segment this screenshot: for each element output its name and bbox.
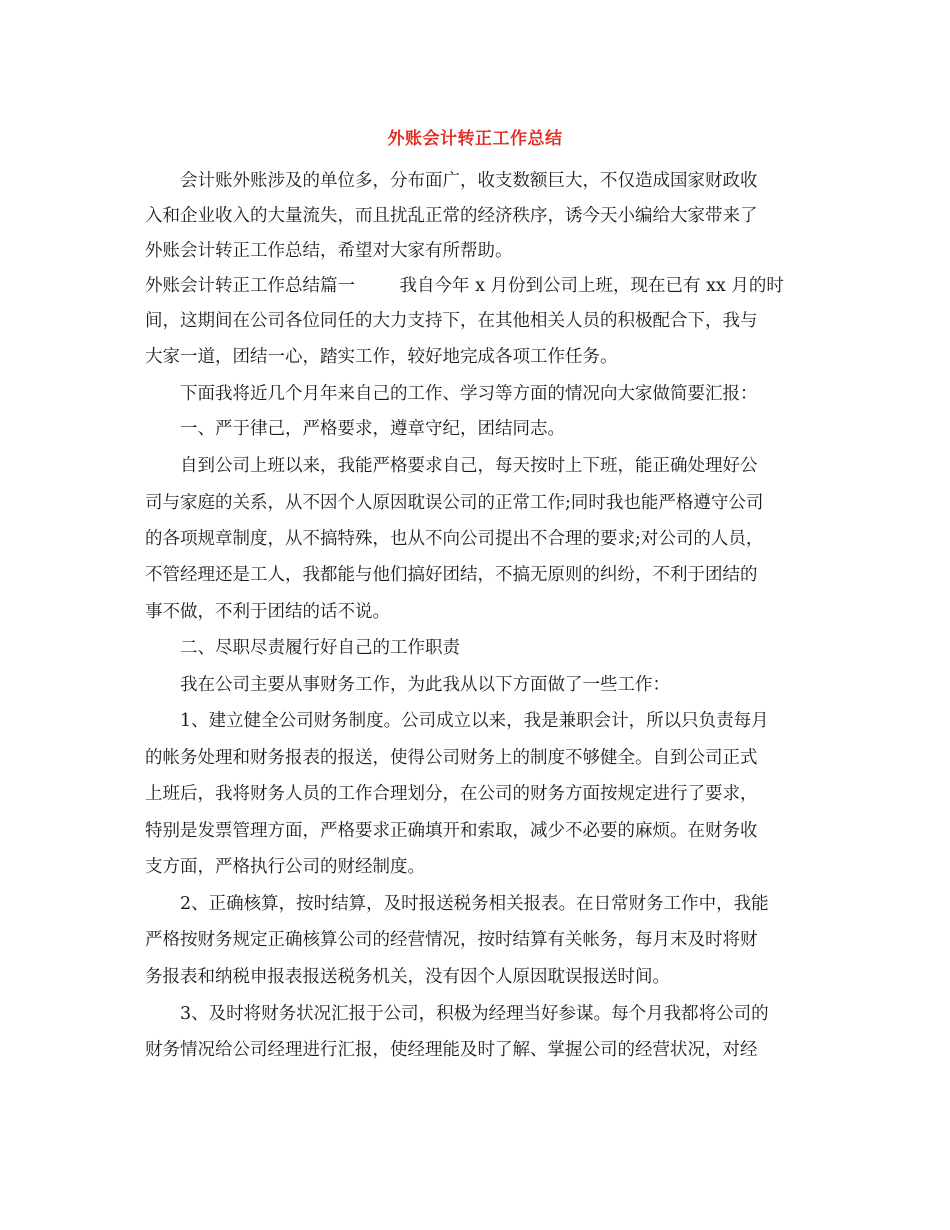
document-title: 外账会计转正工作总结	[387, 129, 563, 149]
text-line: 1、建立健全公司财务制度。公司成立以来，我是兼职会计，所以只负责每月	[180, 711, 769, 731]
text-line: 事不做，不利于团结的话不说。	[145, 602, 390, 622]
text-line: 下面我将近几个月年来自己的工作、学习等方面的情况向大家做简要汇报：	[180, 384, 758, 404]
text-line: 我在公司主要从事财务工作，为此我从以下方面做了一些工作：	[180, 675, 670, 695]
text-line: 外账会计转正工作总结，希望对大家有所帮助。	[145, 241, 513, 261]
text-line: 司与家庭的关系，从不因个人原因耽误公司的正常工作;同时我也能严格遵守公司	[145, 493, 764, 513]
text-line: 严格按财务规定正确核算公司的经营情况，按时结算有关帐务，每月末及时将财	[145, 930, 758, 950]
section-heading: 二、尽职尽责履行好自己的工作职责	[180, 638, 460, 658]
text-line: 不管经理还是工人，我都能与他们搞好团结，不搞无原则的纠纷，不利于团结的	[145, 565, 758, 585]
text-line: 上班后，我将财务人员的工作合理划分，在公司的财务方面按规定进行了要求，	[145, 784, 758, 804]
text-line: 大家一道，团结一心，踏实工作，较好地完成各项工作任务。	[145, 347, 618, 367]
text-line: 支方面，严格执行公司的财经制度。	[145, 857, 425, 877]
text-line: 务报表和纳税申报表报送税务机关，没有因个人原因耽误报送时间。	[145, 967, 670, 987]
section-heading: 一、严于律己，严格要求，遵章守纪，团结同志。	[180, 419, 565, 439]
text-line: 会计账外账涉及的单位多，分布面广，收支数额巨大，不仅造成国家财政收	[180, 171, 758, 191]
text-line: 的各项规章制度，从不搞特殊，也从不向公司提出不合理的要求;对公司的人员，	[145, 529, 764, 549]
text-line: 入和企业收入的大量流失，而且扰乱正常的经济秩序，诱今天小编给大家带来了	[145, 206, 758, 226]
text-line: 间，这期间在公司各位同任的大力支持下，在其他相关人员的积极配合下，我与	[145, 311, 758, 331]
text-line: 2、正确核算，按时结算，及时报送税务相关报表。在日常财务工作中，我能	[180, 894, 769, 914]
text-line: 的帐务处理和财务报表的报送，使得公司财务上的制度不够健全。自到公司正式	[145, 748, 758, 768]
text-line: 外账会计转正工作总结篇一 我自今年 x 月份到公司上班，现在已有 xx 月的时	[145, 276, 784, 296]
text-line: 自到公司上班以来，我能严格要求自己，每天按时上下班，能正确处理好公	[180, 456, 758, 476]
text-line: 3、及时将财务状况汇报于公司，积极为经理当好参谋。每个月我都将公司的	[180, 1004, 769, 1024]
text-line: 特别是发票管理方面，严格要求正确填开和索取，减少不必要的麻烦。在财务收	[145, 821, 758, 841]
text-line: 财务情况给公司经理进行汇报，使经理能及时了解、掌握公司的经营状况，对经	[145, 1040, 758, 1060]
